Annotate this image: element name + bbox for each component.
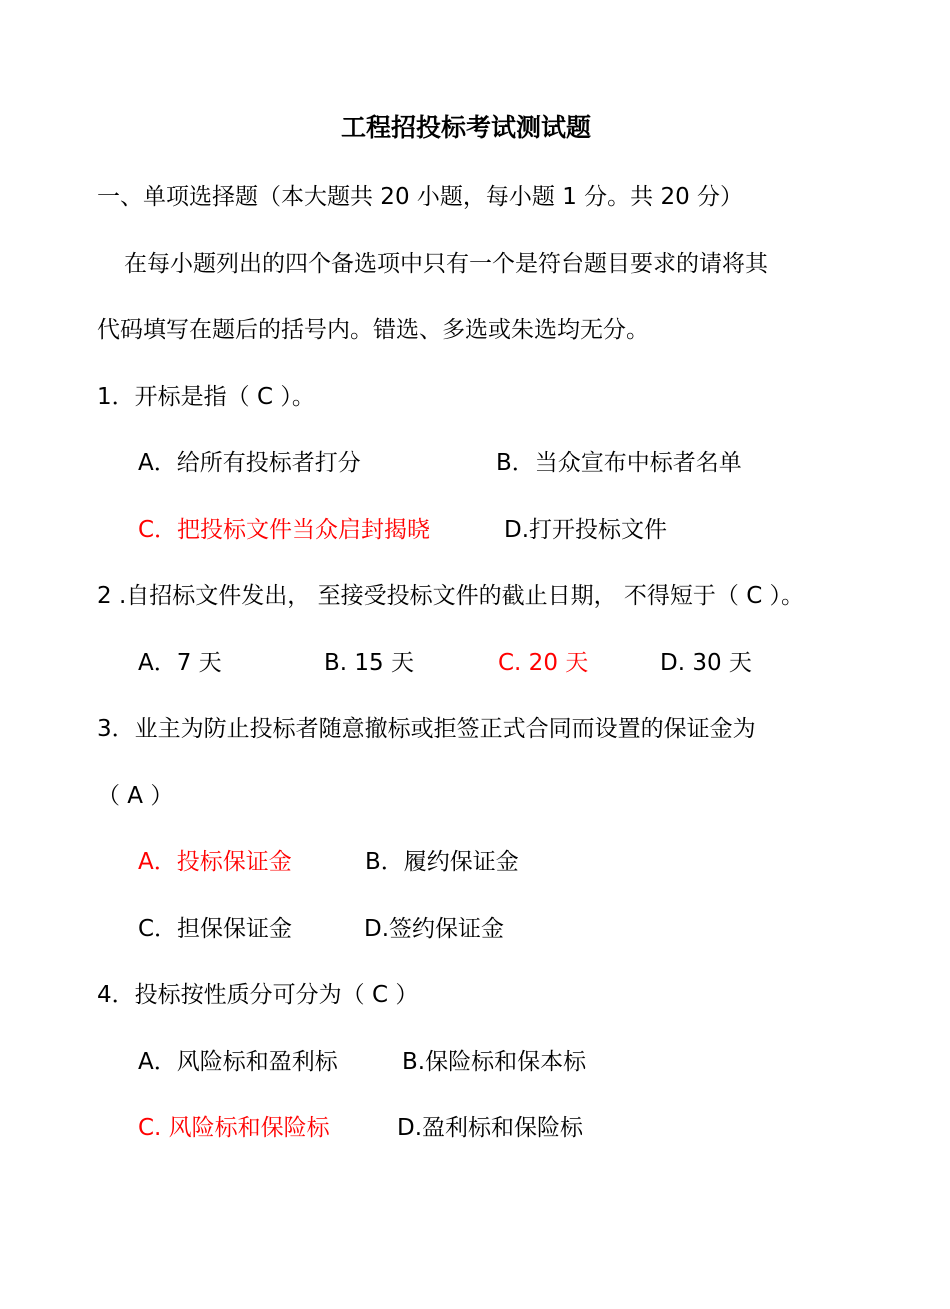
question-1-stem: 1．开标是指（ C ）。 [97,384,315,410]
question-1-option-b: B．当众宣布中标者名单 [496,450,742,476]
question-3-option-b: B．履约保证金 [365,849,519,875]
question-1-option-a: A．给所有投标者打分 [138,450,361,476]
question-3-option-c: C．担保保证金 [138,916,293,942]
question-3-option-a-answer: A．投标保证金 [138,849,292,875]
question-1-option-d: D.打开投标文件 [504,517,668,543]
question-3-stem-line-1: 3．业主为防止投标者随意撤标或拒签正式合同而设置的保证金为 [97,716,756,742]
question-4-option-c-answer: C. 风险标和保险标 [138,1115,330,1141]
instruction-line-2: 代码填写在题后的括号内。错选、多选或朱选均无分。 [97,317,649,343]
question-1-option-c-answer: C．把投标文件当众启封揭晓 [138,517,431,543]
question-2-option-a: A．7 天 [138,650,222,676]
question-4-stem: 4．投标按性质分可分为（ C ） [97,982,419,1008]
question-2-option-d: D. 30 天 [660,650,752,676]
page-title: 工程招投标考试测试题 [340,113,591,142]
question-3-stem-line-2: （ A ） [97,783,174,809]
question-4-option-a: A．风险标和盈利标 [138,1049,338,1075]
question-2-option-b: B. 15 天 [324,650,414,676]
instruction-line-1: 在每小题列出的四个备选项中只有一个是符台题目要求的请将其 [124,251,768,277]
question-2-option-c-answer: C. 20 天 [498,650,589,676]
question-4-option-d: D.盈利标和保险标 [397,1115,584,1141]
question-3-option-d: D.签约保证金 [364,916,505,942]
section-heading: 一、单项选择题（本大题共 20 小题，每小题 1 分。共 20 分） [97,184,744,210]
question-2-stem: 2 .自招标文件发出， 至接受投标文件的截止日期， 不得短于（ C ）。 [97,583,805,609]
question-4-option-b: B.保险标和保本标 [402,1049,587,1075]
